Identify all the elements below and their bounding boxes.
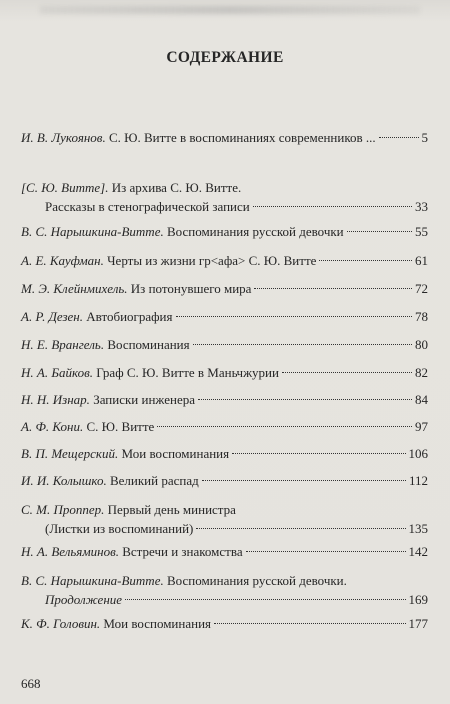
toc-title: Встречи и знакомства (118, 544, 243, 559)
toc-page-number: 78 (415, 309, 428, 324)
toc-entry (21, 279, 428, 298)
toc-leader-dots (176, 316, 413, 317)
toc-author: А. Е. Кауфман. (21, 253, 104, 268)
toc-leader-dots (196, 528, 405, 529)
toc-entry (21, 390, 428, 409)
toc-page-number: 135 (408, 521, 428, 536)
toc-entry-line (21, 335, 428, 354)
toc-entry-line (21, 251, 428, 270)
toc-author: [С. Ю. Витте]. (21, 180, 109, 195)
toc-author: С. М. Проппер. (21, 502, 105, 517)
toc-entry-line (21, 614, 428, 633)
toc-author: В. С. Нарышкина-Витте. (21, 224, 164, 239)
toc-title: Граф С. Ю. Витте в Маньчжурии (92, 365, 279, 380)
toc-entry (21, 417, 428, 436)
toc-title: Черты из жизни гр<афа> С. Ю. Витте (103, 253, 317, 268)
toc-entry (21, 222, 428, 241)
toc-title: Из потонувшего мира (127, 281, 252, 296)
toc-entry-line (21, 279, 428, 298)
toc-entry (21, 178, 428, 216)
toc-entry-line (21, 363, 428, 382)
toc-entry (21, 571, 428, 609)
toc-entry (21, 128, 428, 147)
toc-page-number: 80 (415, 337, 428, 352)
toc-entry (21, 444, 428, 463)
toc-entry (21, 614, 428, 633)
toc-leader-dots (319, 260, 412, 261)
toc-leader-dots (379, 137, 419, 138)
toc-leader-dots (246, 551, 406, 552)
toc-leader-dots (232, 453, 405, 454)
toc-entry-line (21, 500, 428, 519)
toc-leader-dots (347, 231, 412, 232)
toc-entry-line (21, 417, 428, 436)
toc-entry (21, 471, 428, 490)
toc-title: Мои воспоминания (118, 446, 230, 461)
toc-author: Н. Н. Изнар. (21, 392, 90, 407)
toc-author: М. Э. Клейнмихель. (21, 281, 128, 296)
toc-title: Великий распад (106, 473, 199, 488)
toc-title: Воспоминания (104, 337, 190, 352)
toc-leader-dots (253, 206, 412, 207)
page-title: СОДЕРЖАНИЕ (166, 49, 284, 66)
toc-page-number: 5 (421, 130, 428, 145)
toc-author: В. П. Мещерский. (21, 446, 119, 461)
toc-entry-line (21, 178, 428, 197)
toc-entry-line (21, 197, 428, 216)
toc-page-number: 97 (415, 419, 428, 434)
toc-page-number: 61 (415, 253, 428, 268)
toc-page-number: 84 (415, 392, 428, 407)
toc-author: Н. А. Байков. (21, 365, 93, 380)
toc-page-number: 33 (415, 199, 428, 214)
toc-entry-line (21, 471, 428, 490)
toc-author: Н. Е. Врангель. (21, 337, 105, 352)
toc-title: Мои воспоминания (100, 616, 212, 631)
toc-entry (21, 307, 428, 326)
toc-leader-dots (157, 426, 412, 427)
page-number: 668 (21, 676, 41, 691)
toc-entry-line (21, 519, 428, 538)
toc-leader-dots (125, 599, 405, 600)
toc-page-number: 106 (408, 446, 428, 461)
toc-title: Первый день министра (104, 502, 236, 517)
toc-author: К. Ф. Головин. (21, 616, 101, 631)
toc-page-number: 177 (408, 616, 428, 631)
toc-title: С. Ю. Витте (83, 419, 155, 434)
toc-entry (21, 500, 428, 538)
toc-title: Автобиография (83, 309, 173, 324)
toc-entry (21, 363, 428, 382)
toc-author: В. С. Нарышкина-Витте. (21, 573, 164, 588)
toc-leader-dots (282, 372, 412, 373)
toc-page-number: 112 (408, 473, 428, 488)
toc-entry (21, 251, 428, 270)
toc-title: (Листки из воспоминаний) (45, 521, 194, 536)
bleed-through-text (40, 6, 420, 14)
toc-leader-dots (214, 623, 405, 624)
toc-author: А. Ф. Кони. (21, 419, 84, 434)
toc-leader-dots (193, 344, 412, 345)
toc-author: Продолжение (45, 592, 123, 607)
toc-leader-dots (198, 399, 412, 400)
toc-page-number: 82 (415, 365, 428, 380)
toc-entry-line (21, 128, 428, 147)
toc-entry-line (21, 590, 428, 609)
toc-title: Записки инженера (89, 392, 195, 407)
toc-entry-line (21, 542, 428, 561)
toc-title: Рассказы в стенографической записи (45, 199, 250, 214)
toc-author: И. И. Колышко. (21, 473, 107, 488)
toc-entry-line (21, 571, 428, 590)
toc-entry-line (21, 307, 428, 326)
toc-author: И. В. Лукоянов. (21, 130, 106, 145)
toc-author: Н. А. Вельяминов. (21, 544, 119, 559)
toc-author: А. Р. Дезен. (21, 309, 83, 324)
toc-page-number: 55 (415, 224, 428, 239)
toc-entry (21, 335, 428, 354)
toc-title: Воспоминания русской девочки (163, 224, 344, 239)
toc-leader-dots (254, 288, 412, 289)
toc-entry (21, 542, 428, 561)
toc-title: Воспоминания русской девочки. (163, 573, 347, 588)
toc-title: Из архива С. Ю. Витте. (108, 180, 242, 195)
toc-page-number: 169 (408, 592, 428, 607)
toc-entry-line (21, 222, 428, 241)
toc-leader-dots (202, 480, 406, 481)
toc-page-number: 142 (408, 544, 428, 559)
toc-page-number: 72 (415, 281, 428, 296)
toc-title: С. Ю. Витте в воспоминаниях современников ... (105, 130, 376, 145)
toc-entry-line (21, 444, 428, 463)
toc-entry-line (21, 390, 428, 409)
